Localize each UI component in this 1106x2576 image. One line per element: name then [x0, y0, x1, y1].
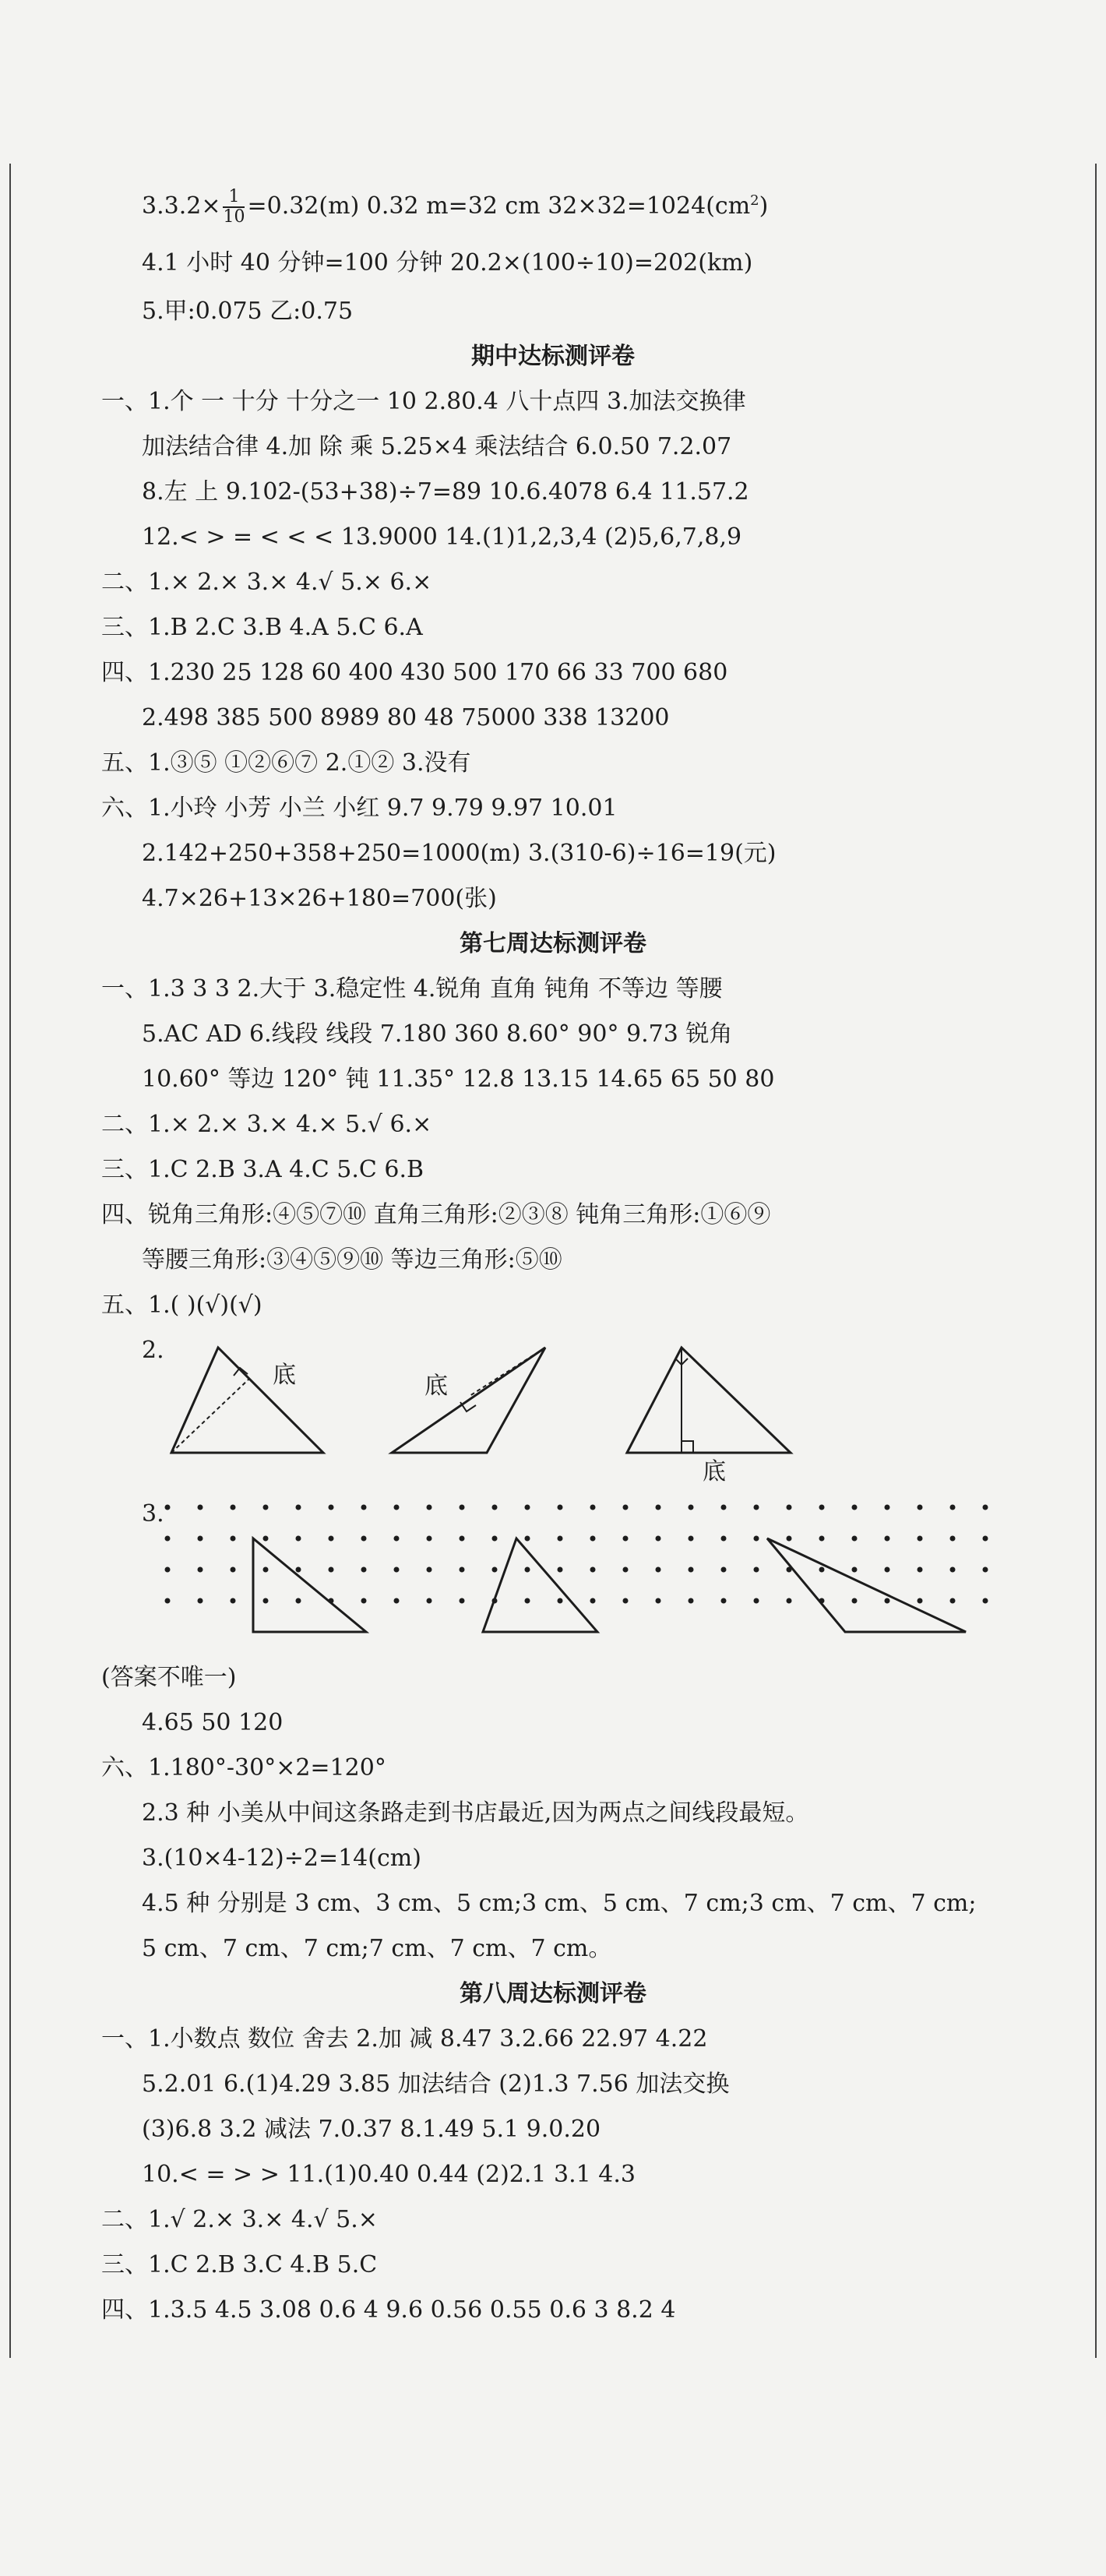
- answer-line: 2.498 385 500 8989 80 48 75000 338 13200: [142, 704, 670, 731]
- grid-dot: [361, 1598, 367, 1604]
- grid-dot: [852, 1536, 858, 1542]
- answer-text: =0.32(m) 0.32 m=32 cm 32×32=1024(cm: [247, 192, 751, 220]
- grid-dot: [754, 1536, 759, 1542]
- grid-dot: [198, 1567, 203, 1573]
- answer-line: (3)6.8 3.2 减法 7.0.37 8.1.49 5.1 9.0.20: [142, 2116, 601, 2143]
- grid-dot: [852, 1505, 858, 1510]
- grid-dot: [918, 1598, 923, 1604]
- answer-line: 2.: [142, 1337, 164, 1364]
- grid-dot: [689, 1536, 694, 1542]
- grid-dot: [427, 1536, 432, 1542]
- grid-dot: [525, 1505, 530, 1510]
- section-title: 第七周达标测评卷: [460, 930, 646, 957]
- grid-dot: [721, 1598, 727, 1604]
- grid-dot: [492, 1536, 498, 1542]
- obtuse-triangle-height-figure: [386, 1340, 557, 1457]
- grid-dot: [950, 1567, 956, 1573]
- grid-dot: [165, 1505, 171, 1510]
- grid-dot: [983, 1598, 988, 1604]
- grid-dot: [656, 1536, 661, 1542]
- grid-dot: [852, 1567, 858, 1573]
- answer-line: 三、1.B 2.C 3.B 4.A 5.C 6.A: [101, 614, 423, 641]
- grid-dot: [525, 1598, 530, 1604]
- grid-dot: [558, 1536, 563, 1542]
- grid-dot: [885, 1536, 890, 1542]
- grid-dot: [590, 1505, 596, 1510]
- answer-line: 10.60° 等边 120° 钝 11.35° 12.8 13.15 14.65 65 50 80: [142, 1066, 775, 1093]
- answer-line: (答案不唯一): [101, 1664, 237, 1691]
- grid-dot: [361, 1505, 367, 1510]
- grid-dot: [689, 1505, 694, 1510]
- right-margin-rule: [1095, 164, 1097, 2358]
- answer-line: 三、1.C 2.B 3.C 4.B 5.C: [101, 2251, 378, 2278]
- answer-line: 一、1.小数点 数位 舍去 2.加 减 8.47 3.2.66 22.97 4.22: [101, 2025, 708, 2053]
- grid-dot: [918, 1567, 923, 1573]
- answer-line: 4.7×26+13×26+180=700(张): [142, 885, 497, 912]
- answer-line: 8.左 上 9.102-(53+38)÷7=89 10.6.4078 6.4 11.57.2: [142, 478, 749, 506]
- grid-dot: [590, 1567, 596, 1573]
- grid-dot: [558, 1505, 563, 1510]
- answer-text: 3.3.2×: [142, 192, 221, 220]
- section-title: 第八周达标测评卷: [460, 1980, 646, 2007]
- grid-dot: [329, 1567, 334, 1573]
- answer-line: 12.< > = < < < 13.9000 14.(1)1,2,3,4 (2)5,6,7,8,9: [142, 523, 742, 551]
- grid-dot: [460, 1598, 465, 1604]
- grid-dot: [754, 1505, 759, 1510]
- grid-dot: [394, 1598, 400, 1604]
- grid-dot: [819, 1567, 825, 1573]
- grid-dot: [263, 1536, 269, 1542]
- grid-dot: [656, 1567, 661, 1573]
- answer-line: 二、1.× 2.× 3.× 4.× 5.√ 6.×: [101, 1111, 432, 1138]
- grid-dot: [329, 1536, 334, 1542]
- triangle-figure-1: [164, 1340, 335, 1457]
- answer-line: 加法结合律 4.加 除 乘 5.25×4 乘法结合 6.0.50 7.2.07: [142, 433, 732, 460]
- answer-line: 四、1.3.5 4.5 3.08 0.6 4 9.6 0.56 0.55 0.6 3 8.2 4: [101, 2296, 676, 2324]
- grid-dot: [558, 1598, 563, 1604]
- grid-dot: [296, 1505, 301, 1510]
- base-label: 底: [703, 1458, 726, 1485]
- grid-dot: [263, 1567, 269, 1573]
- grid-dot: [590, 1598, 596, 1604]
- base-label: 底: [273, 1362, 296, 1389]
- answer-line: 5 cm、7 cm、7 cm;7 cm、7 cm、7 cm。: [142, 1935, 612, 1962]
- grid-dot: [721, 1567, 727, 1573]
- answer-line: 2.3 种 小美从中间这条路走到书店最近,因为两点之间线段最短。: [142, 1799, 809, 1827]
- answer-line: 四、1.230 25 128 60 400 430 500 170 66 33 700 680: [101, 659, 728, 686]
- grid-dot: [819, 1505, 825, 1510]
- grid-dot: [689, 1567, 694, 1573]
- grid-dot: [525, 1567, 530, 1573]
- fraction: $\frac{1}{10}$: [223, 187, 245, 227]
- grid-dot: [263, 1598, 269, 1604]
- grid-dot: [231, 1536, 236, 1542]
- grid-dot: [427, 1505, 432, 1510]
- grid-dot: [394, 1505, 400, 1510]
- grid-dot: [787, 1598, 792, 1604]
- triangle-figure-3: [619, 1340, 798, 1457]
- dot-grid: [160, 1496, 1024, 1651]
- answer-line: 三、1.C 2.B 3.A 4.C 5.C 6.B: [101, 1156, 424, 1183]
- grid-dot: [361, 1567, 367, 1573]
- grid-dot: [231, 1505, 236, 1510]
- grid-dot: [721, 1505, 727, 1510]
- base-label: 底: [424, 1373, 448, 1400]
- answer-line: 五、1.③⑤ ①②⑥⑦ 2.①② 3.没有: [101, 749, 471, 777]
- grid-dot: [623, 1598, 629, 1604]
- answer-line: 二、1.× 2.× 3.× 4.√ 5.× 6.×: [101, 569, 432, 596]
- answer-line: 4.1 小时 40 分钟=100 分钟 20.2×(100÷10)=202(km): [142, 249, 753, 277]
- answer-line: 3.(10×4-12)÷2=14(cm): [142, 1845, 421, 1872]
- answer-line: 五、1.( )(√)(√): [101, 1292, 262, 1319]
- superscript: 2: [750, 192, 759, 209]
- grid-dot: [460, 1536, 465, 1542]
- grid-dot: [263, 1505, 269, 1510]
- grid-dot: [460, 1505, 465, 1510]
- answer-line: 5.2.01 6.(1)4.29 3.85 加法结合 (2)1.3 7.56 加法交换: [142, 2070, 730, 2098]
- grid-dot: [885, 1567, 890, 1573]
- grid-dot: [754, 1598, 759, 1604]
- grid-dot: [525, 1536, 530, 1542]
- grid-dot: [950, 1505, 956, 1510]
- grid-dot: [558, 1567, 563, 1573]
- grid-dot: [918, 1505, 923, 1510]
- grid-dot: [950, 1598, 956, 1604]
- grid-dot: [787, 1536, 792, 1542]
- grid-dot: [885, 1505, 890, 1510]
- grid-dot: [427, 1598, 432, 1604]
- dot-grid-triangles: [160, 1496, 1024, 1651]
- grid-dot: [983, 1505, 988, 1510]
- answer-line: 3.3.2× $\frac{1}{10}$ =0.32(m) 0.32 m=32 cm $32\times 32=1024(cm^2)$: [142, 187, 769, 227]
- right-triangle-height-figure: [164, 1340, 335, 1457]
- grid-dot: [329, 1505, 334, 1510]
- answer-line: 5.甲:0.075 乙:0.75: [142, 298, 354, 325]
- answer-line: 二、1.√ 2.× 3.× 4.√ 5.×: [101, 2206, 378, 2233]
- grid-dot: [296, 1536, 301, 1542]
- answer-line: 4.5 种 分别是 3 cm、3 cm、5 cm;3 cm、5 cm、7 cm;3 cm、7 cm、7 cm;: [142, 1890, 977, 1917]
- grid-dot: [492, 1567, 498, 1573]
- grid-dot: [983, 1536, 988, 1542]
- answer-line: 5.AC AD 6.线段 线段 7.180 360 8.60° 90° 9.73 锐角: [142, 1020, 733, 1048]
- left-margin-rule: [9, 164, 11, 2358]
- grid-dot: [231, 1567, 236, 1573]
- grid-dot: [198, 1505, 203, 1510]
- grid-dot: [198, 1536, 203, 1542]
- answer-line: 2.142+250+358+250=1000(m) 3.(310-6)÷16=19(元): [142, 840, 777, 867]
- answer-line: 一、1.个 一 十分 十分之一 10 2.80.4 八十点四 3.加法交换律: [101, 388, 746, 415]
- grid-dot: [492, 1505, 498, 1510]
- grid-dot: [460, 1567, 465, 1573]
- grid-dot: [231, 1598, 236, 1604]
- grid-dot: [983, 1567, 988, 1573]
- grid-dot: [721, 1536, 727, 1542]
- grid-dot: [689, 1598, 694, 1604]
- grid-dot: [394, 1536, 400, 1542]
- grid-dot: [296, 1598, 301, 1604]
- grid-dot: [885, 1598, 890, 1604]
- grid-dot: [656, 1505, 661, 1510]
- section-title: 期中达标测评卷: [471, 343, 635, 370]
- grid-dot: [361, 1536, 367, 1542]
- triangle-figure-2: [386, 1340, 557, 1457]
- answer-line: 等腰三角形:③④⑤⑨⑩ 等边三角形:⑤⑩: [142, 1246, 562, 1274]
- grid-dot: [165, 1567, 171, 1573]
- grid-dot: [656, 1598, 661, 1604]
- grid-dot: [787, 1505, 792, 1510]
- grid-dot: [296, 1567, 301, 1573]
- grid-dot: [394, 1567, 400, 1573]
- isosceles-triangle-height-figure: [619, 1340, 798, 1457]
- grid-dot: [918, 1536, 923, 1542]
- grid-dot: [165, 1598, 171, 1604]
- grid-dot: [852, 1598, 858, 1604]
- grid-dot: [623, 1536, 629, 1542]
- grid-dot: [950, 1536, 956, 1542]
- answer-line: 六、1.小玲 小芳 小兰 小红 9.7 9.79 9.97 10.01: [101, 795, 618, 822]
- grid-dot: [427, 1567, 432, 1573]
- grid-dot: [754, 1567, 759, 1573]
- grid-dot: [623, 1567, 629, 1573]
- grid-dot: [623, 1505, 629, 1510]
- answer-line: 四、锐角三角形:④⑤⑦⑩ 直角三角形:②③⑧ 钝角三角形:①⑥⑨: [101, 1201, 771, 1228]
- grid-dot: [819, 1536, 825, 1542]
- answer-line: 六、1.180°-30°×2=120°: [101, 1754, 386, 1781]
- grid-dot: [590, 1536, 596, 1542]
- answer-line: 3.: [142, 1500, 164, 1528]
- grid-dot: [165, 1536, 171, 1542]
- answer-line: 10.< = > > 11.(1)0.40 0.44 (2)2.1 3.1 4.3: [142, 2161, 636, 2188]
- answer-line: 4.65 50 120: [142, 1709, 284, 1736]
- answer-line: 一、1.3 3 3 2.大于 3.稳定性 4.锐角 直角 钝角 不等边 等腰: [101, 975, 723, 1003]
- grid-dot: [198, 1598, 203, 1604]
- grid-dots: [165, 1505, 988, 1604]
